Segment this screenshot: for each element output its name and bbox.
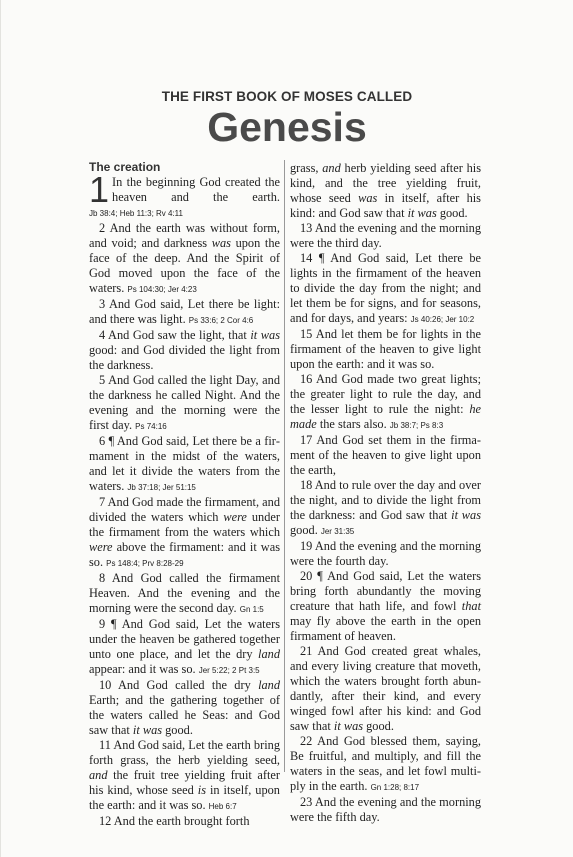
verse-5 — [89, 373, 280, 434]
verse-text: And the evening and the morning were the fifth day. — [290, 795, 482, 824]
verse-number: 17 — [300, 433, 313, 447]
verse-7 — [89, 495, 280, 571]
left-column — [89, 160, 280, 829]
verse-number: 22 — [300, 734, 313, 748]
verse-text: And God called the firmament Heaven. And the evening and the morning were the second day. — [89, 571, 281, 615]
verse-18 — [290, 478, 481, 539]
verse-number: 10 — [99, 678, 112, 692]
italic-supplied-word: it was — [132, 723, 163, 737]
verse-text: And to rule over the day and over the night, and to divide the light from the darkness: and God saw that — [290, 478, 481, 522]
verse-number: 15 — [300, 327, 313, 341]
verse-text: the fruit tree yielding fruit after his kind, whose seed — [89, 768, 280, 797]
verse-19 — [290, 539, 481, 569]
verse-number: 2 — [99, 221, 106, 235]
italic-supplied-word: were — [89, 540, 113, 554]
verse-text: And God made the firmament, and divided the waters which — [89, 495, 281, 524]
verse-number: 7 — [99, 495, 106, 509]
pilcrow-mark: ¶ — [317, 569, 323, 583]
verse-text: under the firmament from the waters which — [89, 510, 280, 539]
verse-text: And God made two great lights; the greater light to rule the day, and the lesser light to rule the night: — [290, 372, 482, 416]
verse-21 — [290, 644, 481, 734]
verse-text: may fly above the earth in the open firmament of heaven. — [290, 614, 481, 643]
chapter-number: 1 — [89, 169, 110, 210]
pilcrow-mark: ¶ — [318, 251, 325, 265]
column-divider — [284, 160, 285, 772]
verse-number: 6 — [99, 434, 106, 448]
verse-number: 5 — [99, 373, 106, 387]
italic-supplied-word: and — [89, 768, 108, 782]
verse-number: 11 — [99, 738, 111, 752]
book-header — [1, 89, 573, 150]
verse-number: 20 — [300, 569, 313, 583]
verse-text: And God created great whales, and every living creature that moveth, which the waters brought forth abundantly, after their kind, and every winged fowl after his kind: and God saw that — [290, 644, 481, 733]
cross-reference: Ps 104:30; Jer 4:23 — [127, 285, 197, 294]
verse-11 — [89, 738, 280, 814]
verse-text: And the evening and the morning were the third day. — [290, 221, 482, 250]
verse-text: the stars also. — [316, 417, 390, 431]
verse-text: grass, — [290, 161, 323, 175]
verse-number: 8 — [99, 571, 106, 585]
verse-1 — [89, 169, 280, 221]
italic-supplied-word: it was — [333, 719, 364, 733]
verse-text: And the earth was without form, and void; and darkness — [89, 221, 280, 250]
verse-4 — [89, 328, 280, 373]
verse-22 — [290, 734, 481, 795]
pilcrow-mark: ¶ — [110, 617, 117, 631]
verse-number: 3 — [99, 297, 106, 311]
verse-text: good. — [436, 206, 468, 220]
verse-12 — [89, 814, 280, 829]
italic-supplied-word: land — [258, 678, 281, 692]
verse-text: good: and God divided the light from the darkness. — [89, 343, 280, 372]
section-heading: The creation — [89, 160, 161, 174]
verse-text: good. — [363, 719, 394, 733]
verse-number: 9 — [99, 617, 106, 631]
italic-supplied-word: land — [258, 647, 280, 661]
verse-14 — [290, 251, 481, 327]
cross-reference: Jb 38:7; Ps 8:3 — [389, 421, 444, 430]
verse-9 — [89, 617, 280, 678]
cross-reference: Jb 37:18; Jer 51:15 — [127, 483, 196, 492]
cross-reference: Ps 74:16 — [135, 422, 167, 431]
verse-text: upon the face of the deep. And the Spirit of God moved upon the face of the waters. — [89, 236, 280, 295]
verse-text: And God called the light Day, and the darkness he called Night. And the evening and the morning were the first day. — [89, 373, 281, 432]
cross-reference: Jb 38:4; Heb 11:3; Rv 4:11 — [89, 209, 183, 218]
italic-supplied-word: it was — [407, 206, 437, 220]
verse-17 — [290, 433, 481, 478]
verse-13 — [290, 221, 481, 251]
verse-text: good. — [162, 723, 193, 737]
verse-text: above the firmament: and it was so. — [89, 540, 280, 569]
verse-10 — [89, 678, 280, 738]
italic-supplied-word: is — [197, 783, 207, 797]
verse-text: herb yielding seed after his kind, and the tree yielding fruit, whose seed — [290, 161, 482, 205]
cross-reference: Ps 33:6; 2 Cor 4:6 — [188, 316, 254, 325]
cross-reference: Jer 31:35 — [320, 527, 355, 536]
verse-20 — [290, 569, 481, 644]
verse-text: And God called the dry — [117, 678, 259, 692]
cross-reference: Heb 6:7 — [208, 802, 237, 811]
verse-text: In the beginning God created the heaven and the earth. — [112, 175, 280, 204]
verse-text: And God said, Let the waters under the heaven be gathered together unto one place, and let the dry — [89, 617, 280, 661]
cross-reference: Js 40:26; Jer 10:2 — [410, 315, 475, 324]
verse-text: good. — [290, 523, 321, 537]
italic-supplied-word: was — [358, 191, 378, 205]
verse-number: 16 — [300, 372, 313, 386]
verse-23 — [290, 795, 481, 825]
italic-supplied-word: were — [223, 510, 247, 524]
verse-number: 19 — [300, 539, 313, 553]
italic-supplied-word: that — [461, 599, 481, 613]
italic-supplied-word: and — [322, 161, 341, 175]
book-subtitle: THE FIRST BOOK OF MOSES CALLED — [161, 89, 413, 104]
verse-text: And let them be for lights in the firmament of the heaven to give light upon the earth: and it was so. — [290, 327, 481, 371]
book-title: Genesis — [207, 104, 367, 150]
verse-text: And God said, Let there be a firmament in the midst of the waters, and let it divide the waters from the waters. — [89, 434, 280, 493]
verse-text: And the earth brought forth — [113, 814, 250, 828]
verse-text: And God said, Let there be light: and there was light. — [89, 297, 280, 326]
italic-supplied-word: it was — [451, 508, 481, 522]
verse-2 — [89, 221, 280, 297]
cross-reference: Ps 148:4; Prv 8:28-29 — [106, 559, 184, 568]
cross-reference: Gn 1:28; 8:17 — [370, 783, 420, 792]
verse-text: in itself, after his kind: and God saw that — [290, 191, 481, 220]
verse-text: And God blessed them, saying, Be fruitful, and multiply, and fill the waters in the seas, and let fowl multiply in the earth. — [290, 734, 482, 793]
right-column — [290, 161, 481, 825]
verse-text: Earth; and the gathering together of the waters called he Seas: and God saw that — [89, 693, 280, 737]
verse-number: 18 — [300, 478, 313, 492]
italic-supplied-word: it was — [250, 328, 280, 342]
verse-text: And God set them in the firmament of the heaven to give light upon the earth, — [290, 433, 482, 477]
verse-text: appear: and it was so. — [89, 662, 199, 676]
verse-text: And God said, Let the earth bring forth grass, the herb yielding seed, — [89, 738, 280, 767]
verse-number: 4 — [99, 328, 106, 342]
verse-15 — [290, 327, 481, 372]
verse-number: 13 — [300, 221, 313, 235]
verse-text: And the evening and the morning were the fourth day. — [290, 539, 482, 568]
verse-text: And God saw the light, that — [108, 328, 251, 342]
verse-6 — [89, 434, 280, 495]
verse-number: 14 — [300, 251, 313, 265]
verse-3 — [89, 297, 280, 328]
cross-reference: Jer 5:22; 2 Pt 3:5 — [198, 666, 260, 675]
verse-8 — [89, 571, 280, 617]
verse-12-continuation — [290, 161, 481, 221]
pilcrow-mark: ¶ — [108, 434, 115, 448]
cross-reference: Gn 1:5 — [239, 605, 264, 614]
italic-supplied-word: he made — [290, 402, 481, 431]
verse-text: in itself, upon the earth: and it was so. — [89, 783, 280, 812]
verse-text: And God said, Let there be lights in the firmament of the heaven to divide the day from the night; and let them be for signs, and for seasons, and for days, and years: — [290, 251, 482, 325]
verse-text: And God said, Let the waters bring forth abundantly the moving creature that hath life, and fowl — [290, 569, 481, 613]
verse-number: 12 — [99, 814, 112, 828]
verse-16 — [290, 372, 481, 433]
verse-number: 23 — [300, 795, 313, 809]
italic-supplied-word: was — [211, 236, 231, 250]
verse-number: 21 — [300, 644, 313, 658]
